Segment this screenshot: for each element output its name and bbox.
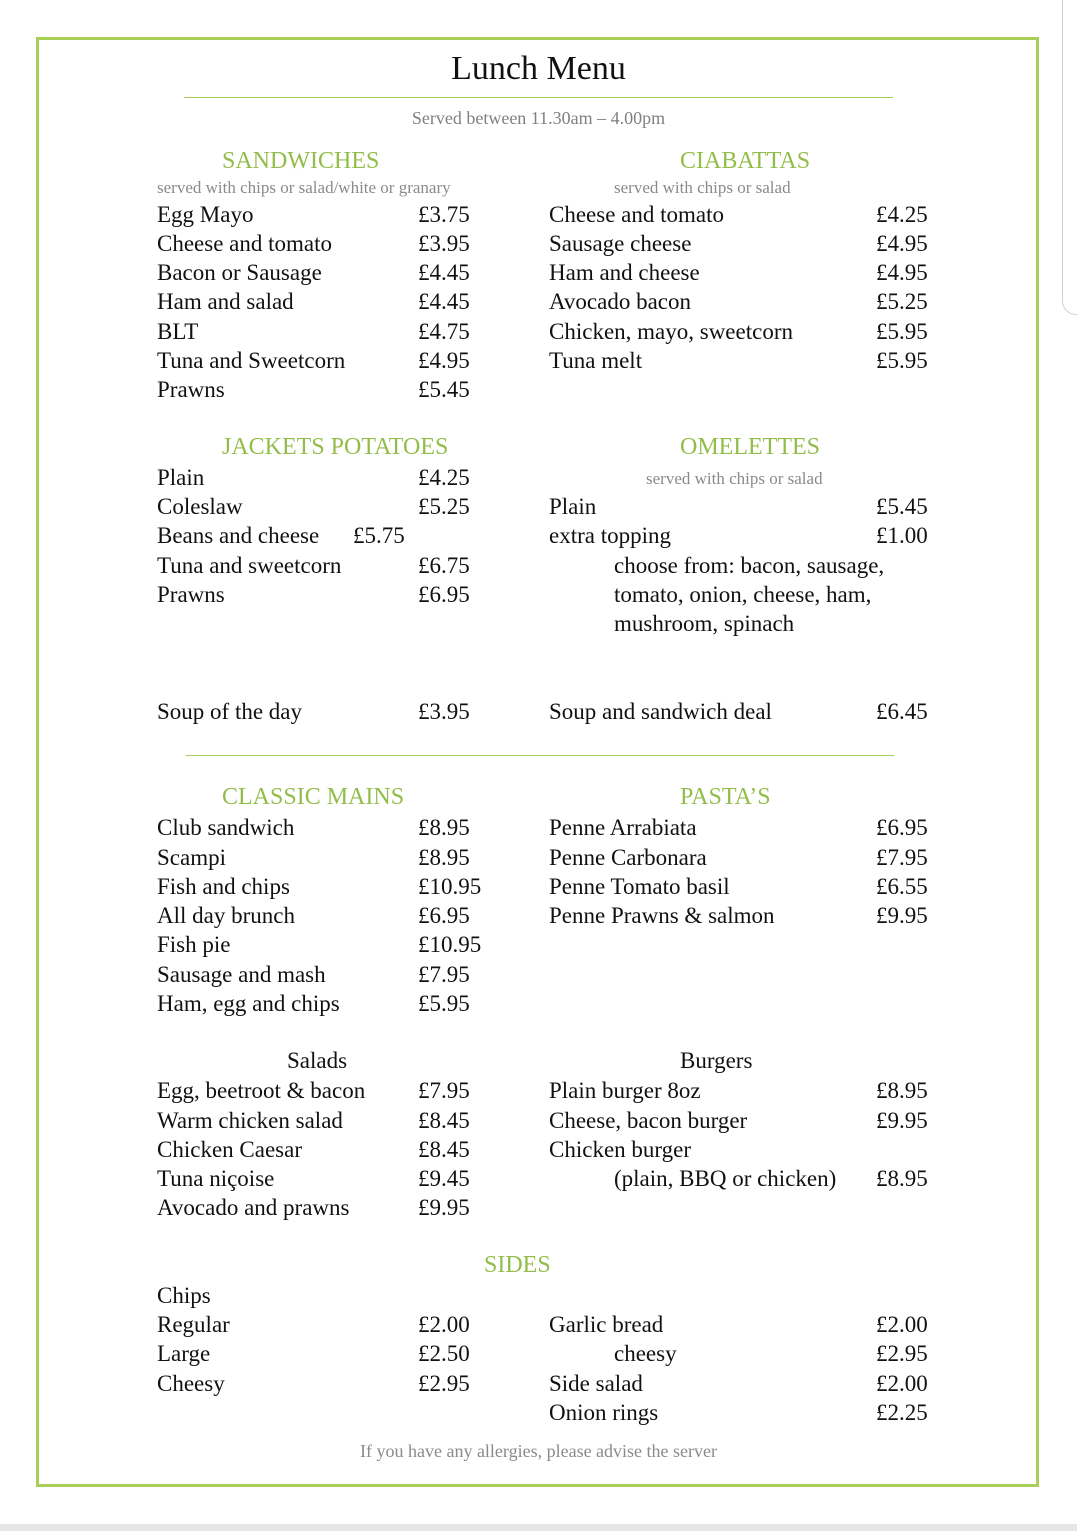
list-item: Large (157, 1341, 211, 1366)
list-item: Penne Tomato basil (549, 874, 730, 899)
list-item: Onion rings (549, 1400, 659, 1425)
list-item: Chicken burger (549, 1137, 692, 1162)
item-price: £6.95 (876, 815, 928, 840)
item-price: £2.00 (876, 1371, 928, 1396)
menu-title: Lunch Menu (451, 50, 626, 87)
list-item: extra topping (549, 523, 671, 548)
item-price: £4.25 (876, 202, 928, 227)
list-item: Ham and salad (157, 289, 294, 314)
soup-of-the-day: Soup of the day (157, 699, 303, 724)
list-item: Tuna niçoise (157, 1166, 275, 1191)
list-item: Plain (157, 465, 205, 490)
item-price: £1.00 (876, 523, 928, 548)
item-price: £2.95 (418, 1371, 470, 1396)
item-price: £5.45 (418, 377, 470, 402)
pastas-heading: PASTA’S (680, 784, 771, 810)
item-price: £6.95 (418, 582, 470, 607)
salads-heading: Salads (287, 1048, 348, 1073)
omelettes-heading: OMELETTES (680, 434, 820, 460)
item-price: £9.95 (876, 903, 928, 928)
list-item: Plain burger 8oz (549, 1078, 701, 1103)
list-item: Scampi (157, 845, 226, 870)
list-item: Egg, beetroot & bacon (157, 1078, 366, 1103)
item-price: £4.95 (876, 260, 928, 285)
item-price: £5.75 (353, 523, 405, 548)
list-item: Sausage and mash (157, 962, 326, 987)
list-item: Cheese and tomato (549, 202, 725, 227)
item-price: £9.45 (418, 1166, 470, 1191)
sandwiches-note: served with chips or salad/white or granary (157, 178, 451, 197)
item-price: £10.95 (418, 874, 482, 899)
item-price: £10.95 (418, 932, 482, 957)
list-item: Prawns (157, 377, 225, 402)
list-item: Egg Mayo (157, 202, 254, 227)
item-price: £8.45 (418, 1137, 470, 1162)
item-price: £4.45 (418, 289, 470, 314)
list-item: Cheese, bacon burger (549, 1108, 748, 1133)
list-item: cheesy (614, 1341, 677, 1366)
soup-sandwich-deal: Soup and sandwich deal (549, 699, 772, 724)
topping-options: tomato, onion, cheese, ham, (614, 582, 872, 607)
item-price: £9.95 (876, 1108, 928, 1133)
item-price: £8.45 (418, 1108, 470, 1133)
item-price: £7.95 (418, 1078, 470, 1103)
served-hours: Served between 11.30am – 4.00pm (411, 108, 666, 128)
burgers-heading: Burgers (680, 1048, 753, 1073)
list-item: Chicken Caesar (157, 1137, 302, 1162)
list-item: Warm chicken salad (157, 1108, 343, 1133)
page-bottom-strip (0, 1524, 1077, 1531)
item-price: £9.95 (418, 1195, 470, 1220)
ciabattas-note: served with chips or salad (614, 178, 791, 197)
list-item: (plain, BBQ or chicken) (614, 1166, 837, 1191)
sandwiches-heading: SANDWICHES (222, 148, 380, 174)
list-item: Penne Arrabiata (549, 815, 697, 840)
list-item: Tuna melt (549, 348, 643, 373)
item-price: £6.55 (876, 874, 928, 899)
page-edge-curve (1062, 0, 1077, 315)
section-rule (186, 755, 894, 756)
sides-heading: SIDES (484, 1252, 551, 1278)
item-price: £5.95 (876, 348, 928, 373)
item-price: £5.95 (876, 319, 928, 344)
item-price: £2.25 (876, 1400, 928, 1425)
list-item: Bacon or Sausage (157, 260, 322, 285)
list-item: Fish pie (157, 932, 231, 957)
list-item: Penne Prawns & salmon (549, 903, 775, 928)
ciabattas-heading: CIABATTAS (680, 148, 811, 174)
item-price: £8.95 (876, 1166, 928, 1191)
item-price: £4.95 (876, 231, 928, 256)
jackets-heading: JACKETS POTATOES (222, 434, 449, 460)
item-price: £3.95 (418, 699, 470, 724)
list-item: Garlic bread (549, 1312, 664, 1337)
item-price: £4.95 (418, 348, 470, 373)
list-item: Beans and cheese (157, 523, 320, 548)
item-price: £5.45 (876, 494, 928, 519)
item-price: £6.95 (418, 903, 470, 928)
item-price: £4.75 (418, 319, 470, 344)
item-price: £3.75 (418, 202, 470, 227)
topping-options: choose from: bacon, sausage, (614, 553, 885, 578)
list-item: BLT (157, 319, 199, 344)
item-price: £2.95 (876, 1341, 928, 1366)
item-price: £6.75 (418, 553, 470, 578)
list-item: Regular (157, 1312, 230, 1337)
list-item: Chicken, mayo, sweetcorn (549, 319, 793, 344)
topping-options: mushroom, spinach (614, 611, 795, 636)
item-price: £5.25 (418, 494, 470, 519)
item-price: £8.95 (418, 815, 470, 840)
list-item: Plain (549, 494, 597, 519)
list-item: Ham and cheese (549, 260, 700, 285)
list-item: All day brunch (157, 903, 295, 928)
list-item: Tuna and sweetcorn (157, 553, 342, 578)
title-rule (184, 97, 893, 98)
item-price: £6.45 (876, 699, 928, 724)
item-price: £2.00 (876, 1312, 928, 1337)
item-price: £5.25 (876, 289, 928, 314)
item-price: £4.45 (418, 260, 470, 285)
item-price: £5.95 (418, 991, 470, 1016)
list-item: Club sandwich (157, 815, 295, 840)
list-item: Avocado and prawns (157, 1195, 350, 1220)
item-price: £8.95 (418, 845, 470, 870)
omelettes-note: served with chips or salad (646, 469, 823, 488)
list-item: Tuna and Sweetcorn (157, 348, 346, 373)
list-item: Penne Carbonara (549, 845, 707, 870)
item-price: £8.95 (876, 1078, 928, 1103)
list-item: Side salad (549, 1371, 643, 1396)
item-price: £3.95 (418, 231, 470, 256)
classic-mains-heading: CLASSIC MAINS (222, 784, 405, 810)
list-item: Prawns (157, 582, 225, 607)
item-price: £2.50 (418, 1341, 470, 1366)
item-price: £7.95 (418, 962, 470, 987)
allergy-notice: If you have any allergies, please advise the server (359, 1441, 718, 1461)
list-item: Fish and chips (157, 874, 290, 899)
list-item: Sausage cheese (549, 231, 692, 256)
list-item: Coleslaw (157, 494, 243, 519)
list-item: Cheese and tomato (157, 231, 333, 256)
list-item: Avocado bacon (549, 289, 691, 314)
list-item: Ham, egg and chips (157, 991, 340, 1016)
chips-label: Chips (157, 1283, 211, 1308)
item-price: £7.95 (876, 845, 928, 870)
item-price: £2.00 (418, 1312, 470, 1337)
item-price: £4.25 (418, 465, 470, 490)
list-item: Cheesy (157, 1371, 225, 1396)
